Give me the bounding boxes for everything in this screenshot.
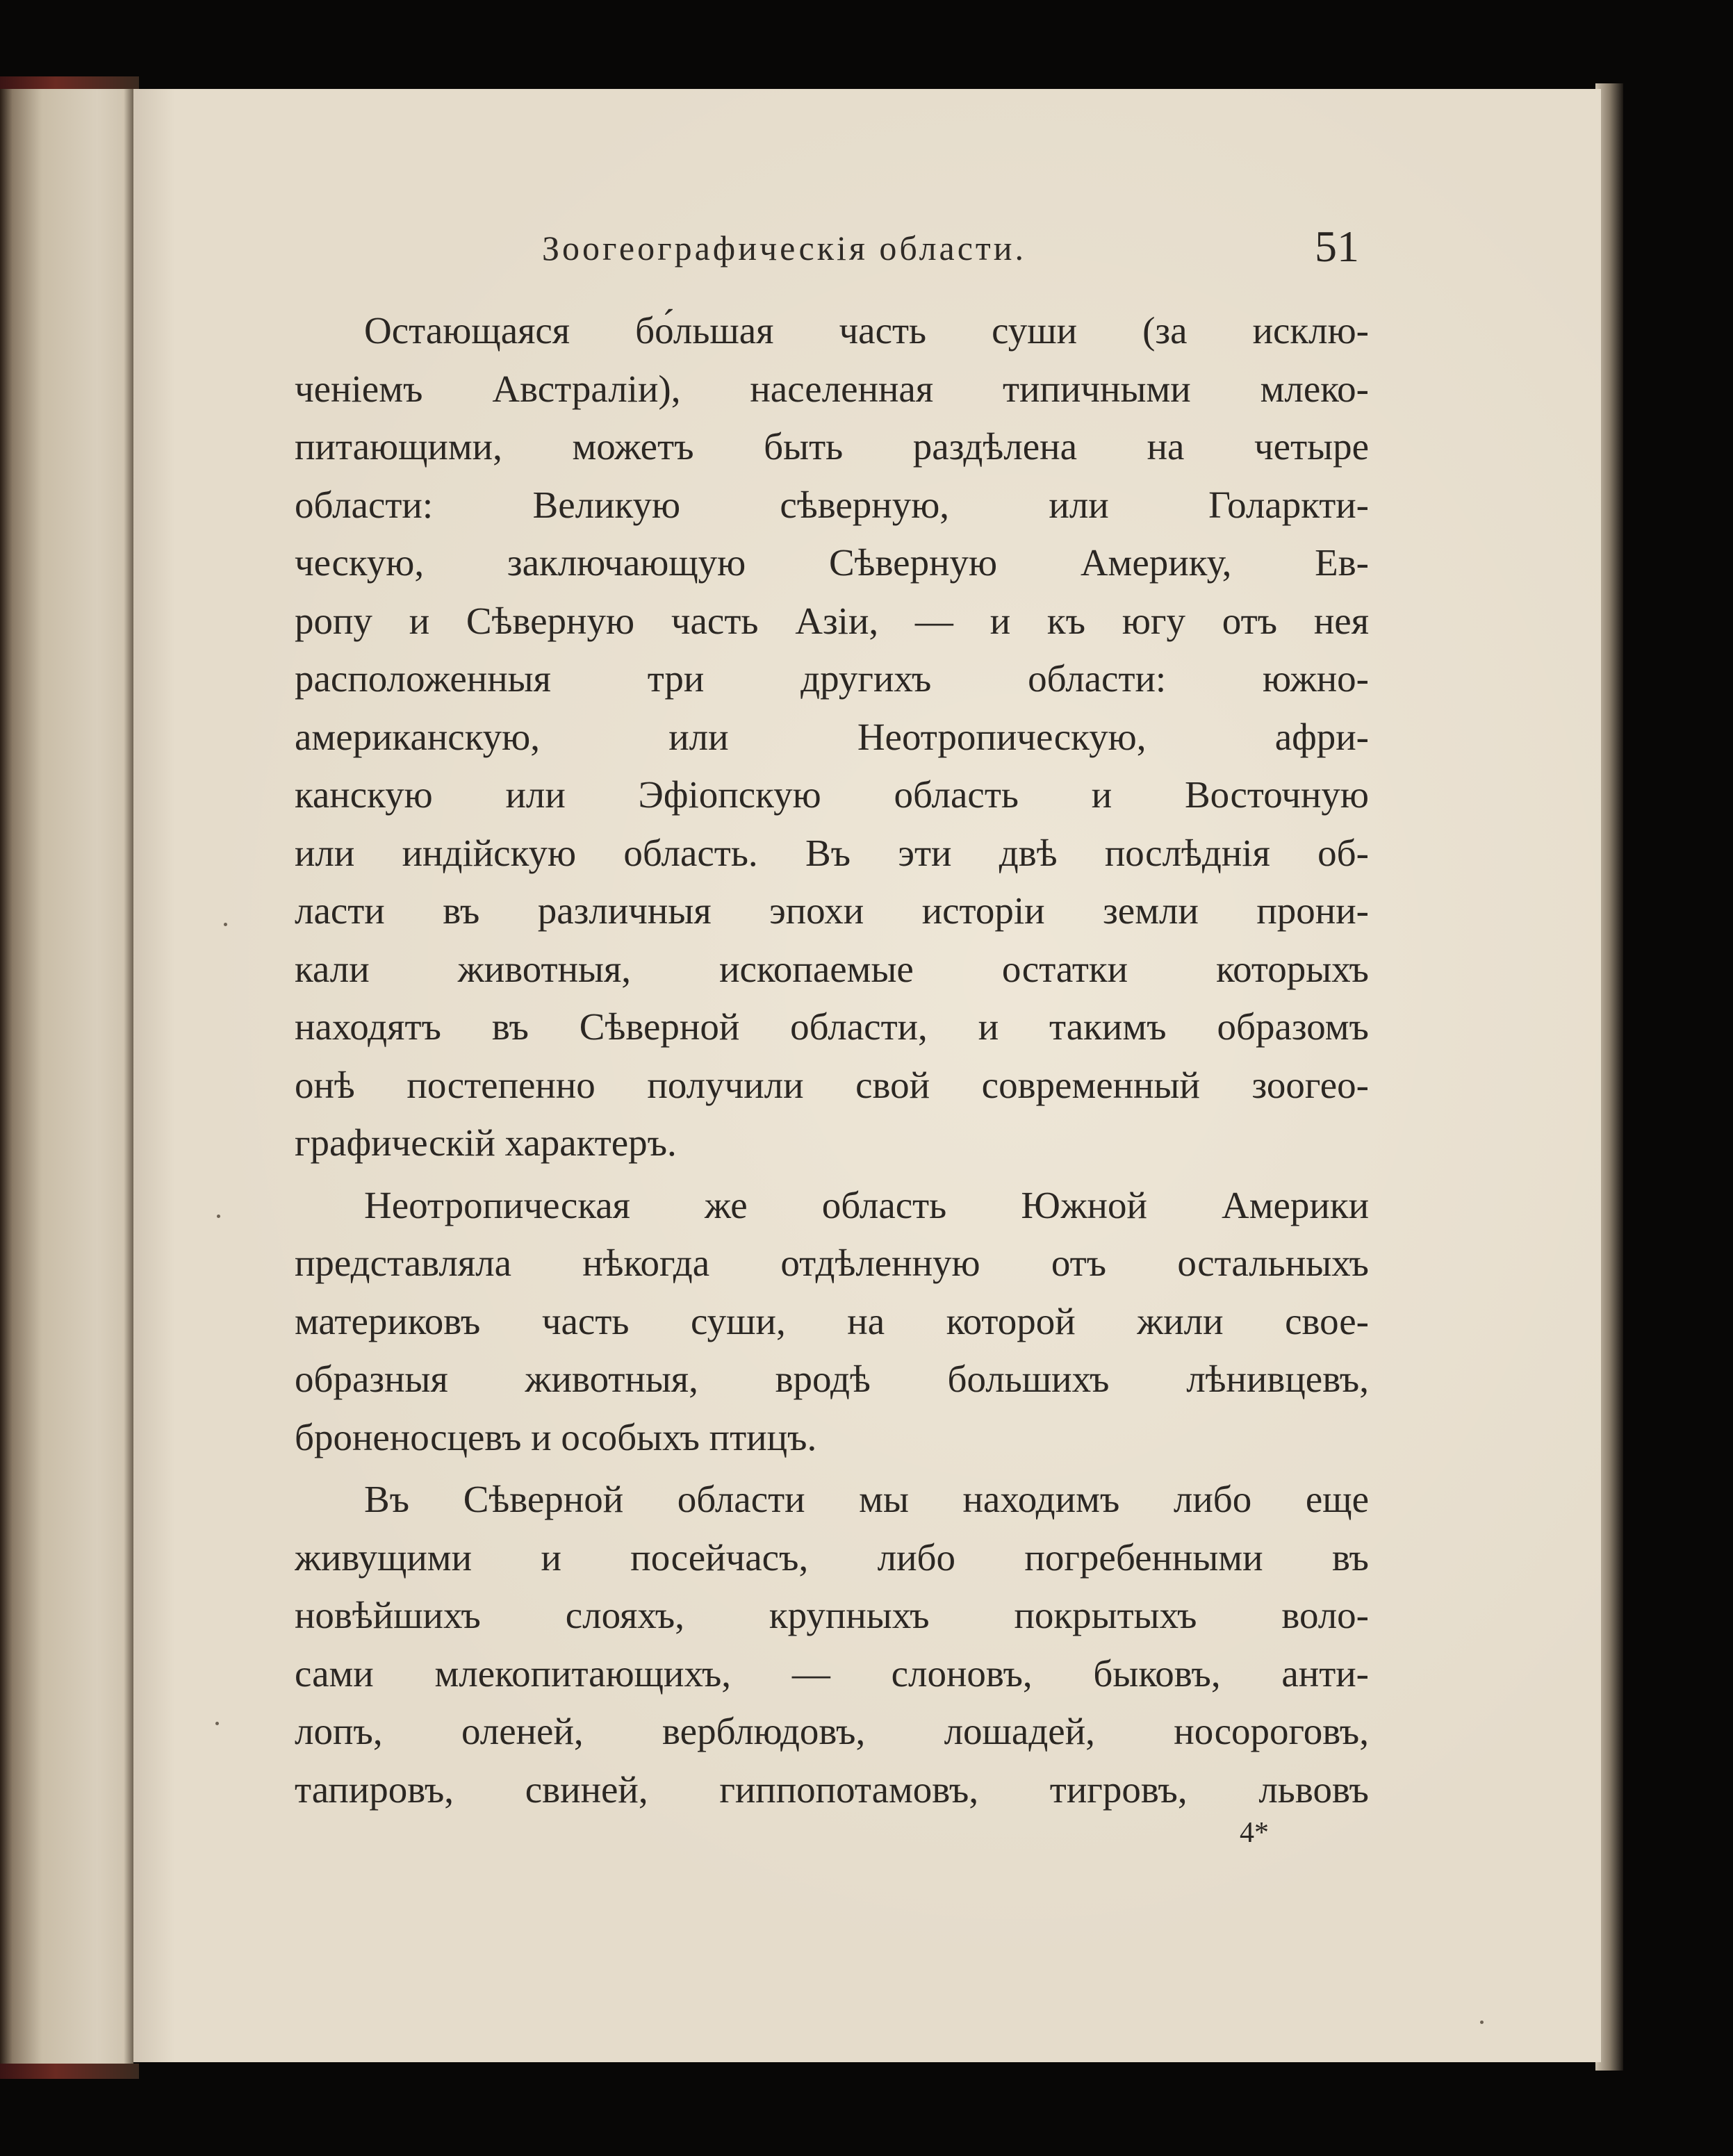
text-line: или индійскую область. Въ эти двѣ послѣднія об- — [295, 831, 1369, 874]
text-line: питающими, можетъ быть раздѣлена на четыре — [295, 425, 1369, 468]
text-line: ласти въ различныя эпохи исторіи земли прони- — [295, 889, 1369, 932]
text-line: тапировъ, свиней, гиппопотамовъ, тигровъ, львовъ — [295, 1768, 1369, 1811]
text-line: американскую, или Неотропическую, афри- — [295, 715, 1369, 758]
paper-speck — [1480, 2021, 1484, 2024]
text-line: образныя животныя, вродѣ большихъ лѣнивцевъ, — [295, 1358, 1369, 1400]
text-line: ченіемъ Австраліи), населенная типичными млеко- — [295, 367, 1369, 410]
text-line: представляла нѣкогда отдѣленную отъ остальныхъ — [295, 1242, 1369, 1284]
text-line: онѣ постепенно получили свой современный зоогео- — [295, 1063, 1369, 1106]
running-head: Зоогеографическія области. — [542, 229, 1027, 268]
text-line: области: Великую сѣверную, или Голаркти- — [295, 483, 1369, 526]
text-line: кали животныя, ископаемые остатки которыхъ — [295, 947, 1369, 990]
text-line: Неотропическая же область Южной Америки — [364, 1183, 1369, 1226]
text-line: сами млекопитающихъ, — слоновъ, быковъ, анти- — [295, 1652, 1369, 1695]
text-line: броненосцевъ и особыхъ птицъ. — [295, 1415, 817, 1458]
signature-mark: 4* — [1240, 1817, 1269, 1849]
paragraph — [295, 1176, 1369, 1467]
text-line: ропу и Сѣверную часть Азіи, — и къ югу отъ нея — [295, 599, 1369, 642]
page-number: 51 — [1315, 222, 1359, 271]
text-line: живущими и посейчасъ, либо погребенными въ — [295, 1536, 1369, 1579]
paper-speck — [217, 1215, 220, 1218]
paper-speck — [224, 923, 227, 926]
text-line: Въ Сѣверной области мы находимъ либо еще — [364, 1478, 1369, 1520]
previous-page-edge — [0, 89, 133, 2071]
paragraph — [295, 1470, 1369, 1818]
body-text — [295, 302, 1369, 1818]
text-line: Остающаяся бо́льшая часть суши (за исклю- — [364, 309, 1369, 352]
text-line: расположенныя три другихъ области: южно- — [295, 657, 1369, 700]
text-line: графическій характеръ. — [295, 1121, 677, 1164]
text-line: канскую или Эфіопскую область и Восточную — [295, 773, 1369, 816]
text-line: материковъ часть суши, на которой жили свое- — [295, 1299, 1369, 1342]
paragraph — [295, 302, 1369, 1172]
text-line: находятъ въ Сѣверной области, и такимъ образомъ — [295, 1005, 1369, 1048]
text-line: ческую, заключающую Сѣверную Америку, Ев- — [295, 541, 1369, 584]
left-cover-edge-bottom — [0, 2064, 139, 2079]
paper-speck — [215, 1722, 219, 1725]
text-line: лопъ, оленей, верблюдовъ, лошадей, носороговъ, — [295, 1710, 1369, 1752]
text-line: новѣйшихъ слояхъ, крупныхъ покрытыхъ воло- — [295, 1594, 1369, 1636]
